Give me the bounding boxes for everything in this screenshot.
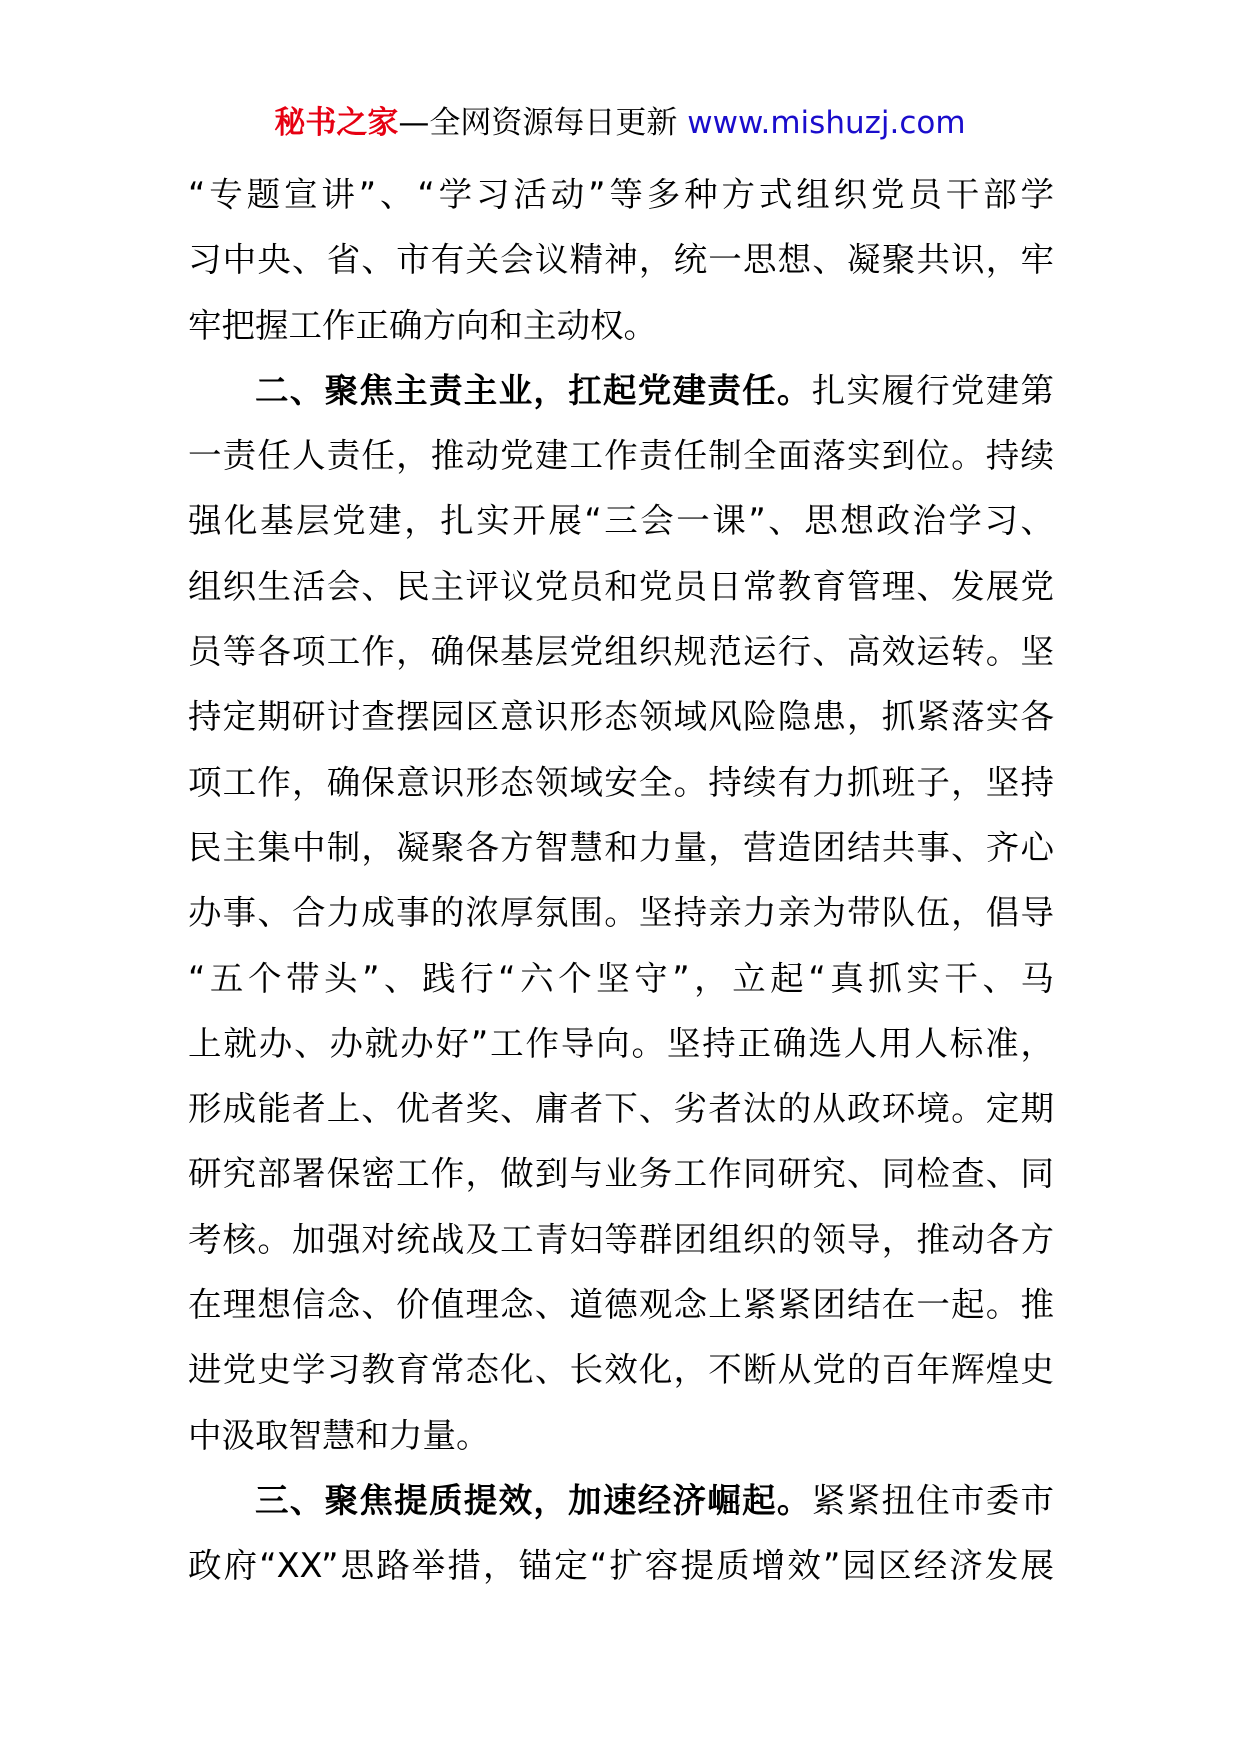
text-line: 中汲取智慧和力量。 <box>188 1415 490 1455</box>
text-line: 形成能者上、优者奖、庸者下、劣者汰的从政环境。定期 <box>188 1089 1054 1129</box>
text-line: 强化基层党建，扎实开展“三会一课”、思想政治学习、 <box>188 501 1054 541</box>
text-line: 项工作，确保意识形态领域安全。持续有力抓班子，坚持 <box>188 762 1054 802</box>
document-body <box>188 162 1054 1599</box>
text-line: 上就办、办就办好”工作导向。坚持正确选人用人标准， <box>188 1023 1054 1063</box>
text-line-first <box>188 1468 1054 1533</box>
text-line: 牢把握工作正确方向和主动权。 <box>188 305 657 345</box>
site-header <box>0 98 1240 148</box>
site-url-link[interactable]: www.mishuzj.com <box>687 105 966 141</box>
text-line: “五个带头”、践行“六个坚守”，立起“真抓实干、马 <box>188 958 1054 998</box>
site-tagline: —全网资源每日更新 <box>398 105 688 141</box>
text-line: 一责任人责任，推动党建工作责任制全面落实到位。持续 <box>188 436 1054 476</box>
section-heading: 二、聚焦主责主业，扛起党建责任。 <box>255 370 812 410</box>
paragraph-2 <box>188 358 1054 1468</box>
text-line: 进党史学习教育常态化、长效化，不断从党的百年辉煌史 <box>188 1350 1054 1390</box>
text-line: 办事、合力成事的浓厚氛围。坚持亲力亲为带队伍，倡导 <box>188 893 1054 933</box>
heading-continuation: 紧紧扭住市委市 <box>811 1480 1054 1520</box>
text-line: “专题宣讲”、“学习活动”等多种方式组织党员干部学 <box>188 175 1054 214</box>
text-line-first <box>188 358 1054 423</box>
heading-continuation: 扎实履行党建第 <box>811 370 1054 410</box>
text-line: 持定期研讨查摆园区意识形态领域风险隐患，抓紧落实各 <box>188 697 1054 737</box>
text-line: 组织生活会、民主评议党员和党员日常教育管理、发展党 <box>188 566 1054 606</box>
paragraph-1 <box>188 162 1054 358</box>
site-brand: 秘书之家 <box>274 105 399 141</box>
paragraph-3 <box>188 1468 1054 1599</box>
text-line: 员等各项工作，确保基层党组织规范运行、高效运转。坚 <box>188 632 1054 672</box>
text-line: 民主集中制，凝聚各方智慧和力量，营造团结共事、齐心 <box>188 827 1054 867</box>
text-line: 政府“XX”思路举措，锚定“扩容提质增效”园区经济发展 <box>188 1546 1054 1586</box>
text-line: 研究部署保密工作，做到与业务工作同研究、同检查、同 <box>188 1154 1054 1194</box>
text-line: 习中央、省、市有关会议精神，统一思想、凝聚共识，牢 <box>188 240 1054 280</box>
text-line: 在理想信念、价值理念、道德观念上紧紧团结在一起。推 <box>188 1285 1054 1325</box>
section-heading: 三、聚焦提质提效，加速经济崛起。 <box>255 1480 812 1520</box>
text-line: 考核。加强对统战及工青妇等群团组织的领导，推动各方 <box>188 1219 1054 1259</box>
